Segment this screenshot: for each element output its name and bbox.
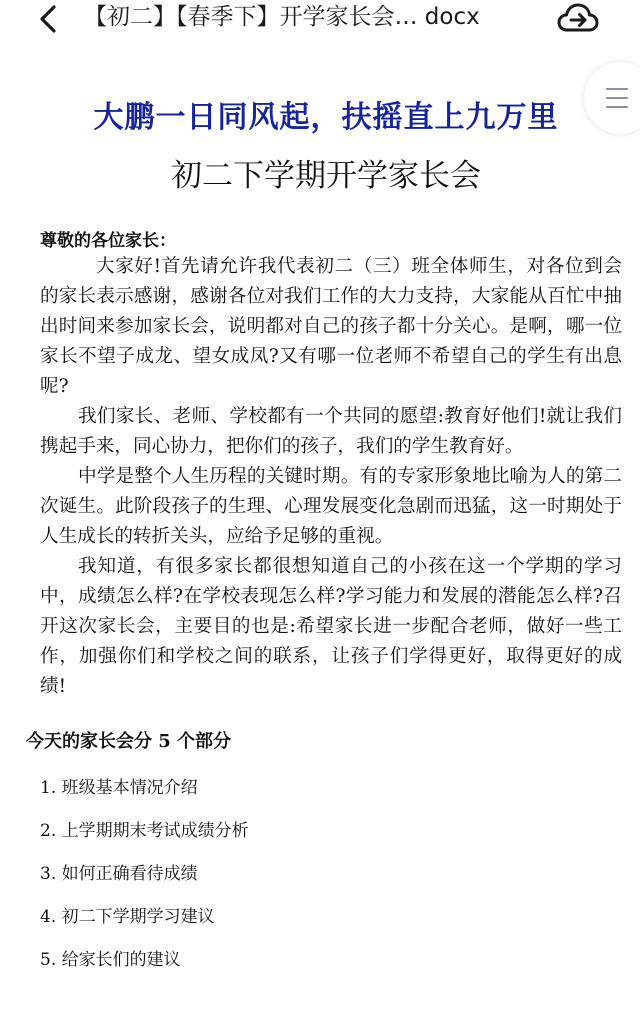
cloud-upload-icon (556, 1, 600, 35)
cloud-upload-button[interactable] (556, 1, 600, 35)
paragraph: 我知道，有很多家长都很想知道自己的小孩在这一个学期的学习中，成绩怎么样?在学校表现怎么样?学习能力和发展的潜能怎么样?召开这次家长会，主要目的也是:希望家长进一步配合老师，做好一些工作，加强你们和学校之间的联系，让孩子们学得更好，取得更好的成绩! (40, 556, 622, 697)
hamburger-menu-icon (606, 88, 628, 90)
file-title: 【初二】【春季下】开学家长会… docx (84, 4, 480, 30)
document-slogan: 大鹏一日同风起，扶摇直上九万里 (93, 100, 559, 135)
paragraph: 大家好!首先请允许我代表初二（三）班全体师生，对各位到会的家长表示感谢，感谢各位对我们工作的大力支持，大家能从百忙中抽出时间来参加家长会，说明都对自己的孩子都十分关心。是啊，哪一位家长不望子成龙、望女成凤?又有哪一位老师不希望自己的学生有出息呢? (40, 256, 622, 397)
agenda-item: 3. 如何正确看待成绩 (40, 864, 198, 884)
paragraph: 中学是整个人生历程的关键时期。有的专家形象地比喻为人的第二次诞生。此阶段孩子的生理、心理发展变化急剧而迅猛，这一时期处于人生成长的转折关头，应给予足够的重视。 (40, 466, 622, 547)
agenda-item: 5. 给家长们的建议 (40, 950, 181, 970)
agenda-item: 2. 上学期期末考试成绩分析 (40, 821, 249, 841)
agenda-item: 4. 初二下学期学习建议 (40, 907, 215, 927)
chevron-left-icon (32, 2, 72, 36)
document-body (40, 252, 622, 702)
top-bar (0, 0, 640, 40)
paragraph: 我们家长、老师、学校都有一个共同的愿望:教育好他们!就让我们携起手来，同心协力，把你们的孩子，我们的学生教育好。 (40, 406, 622, 457)
agenda-item: 1. 班级基本情况介绍 (40, 778, 198, 798)
back-button[interactable] (32, 2, 72, 36)
document-title: 初二下学期开学家长会 (171, 158, 481, 194)
agenda-title: 今天的家长会分 5 个部分 (26, 731, 232, 752)
salutation: 尊敬的各位家长： (40, 231, 176, 251)
